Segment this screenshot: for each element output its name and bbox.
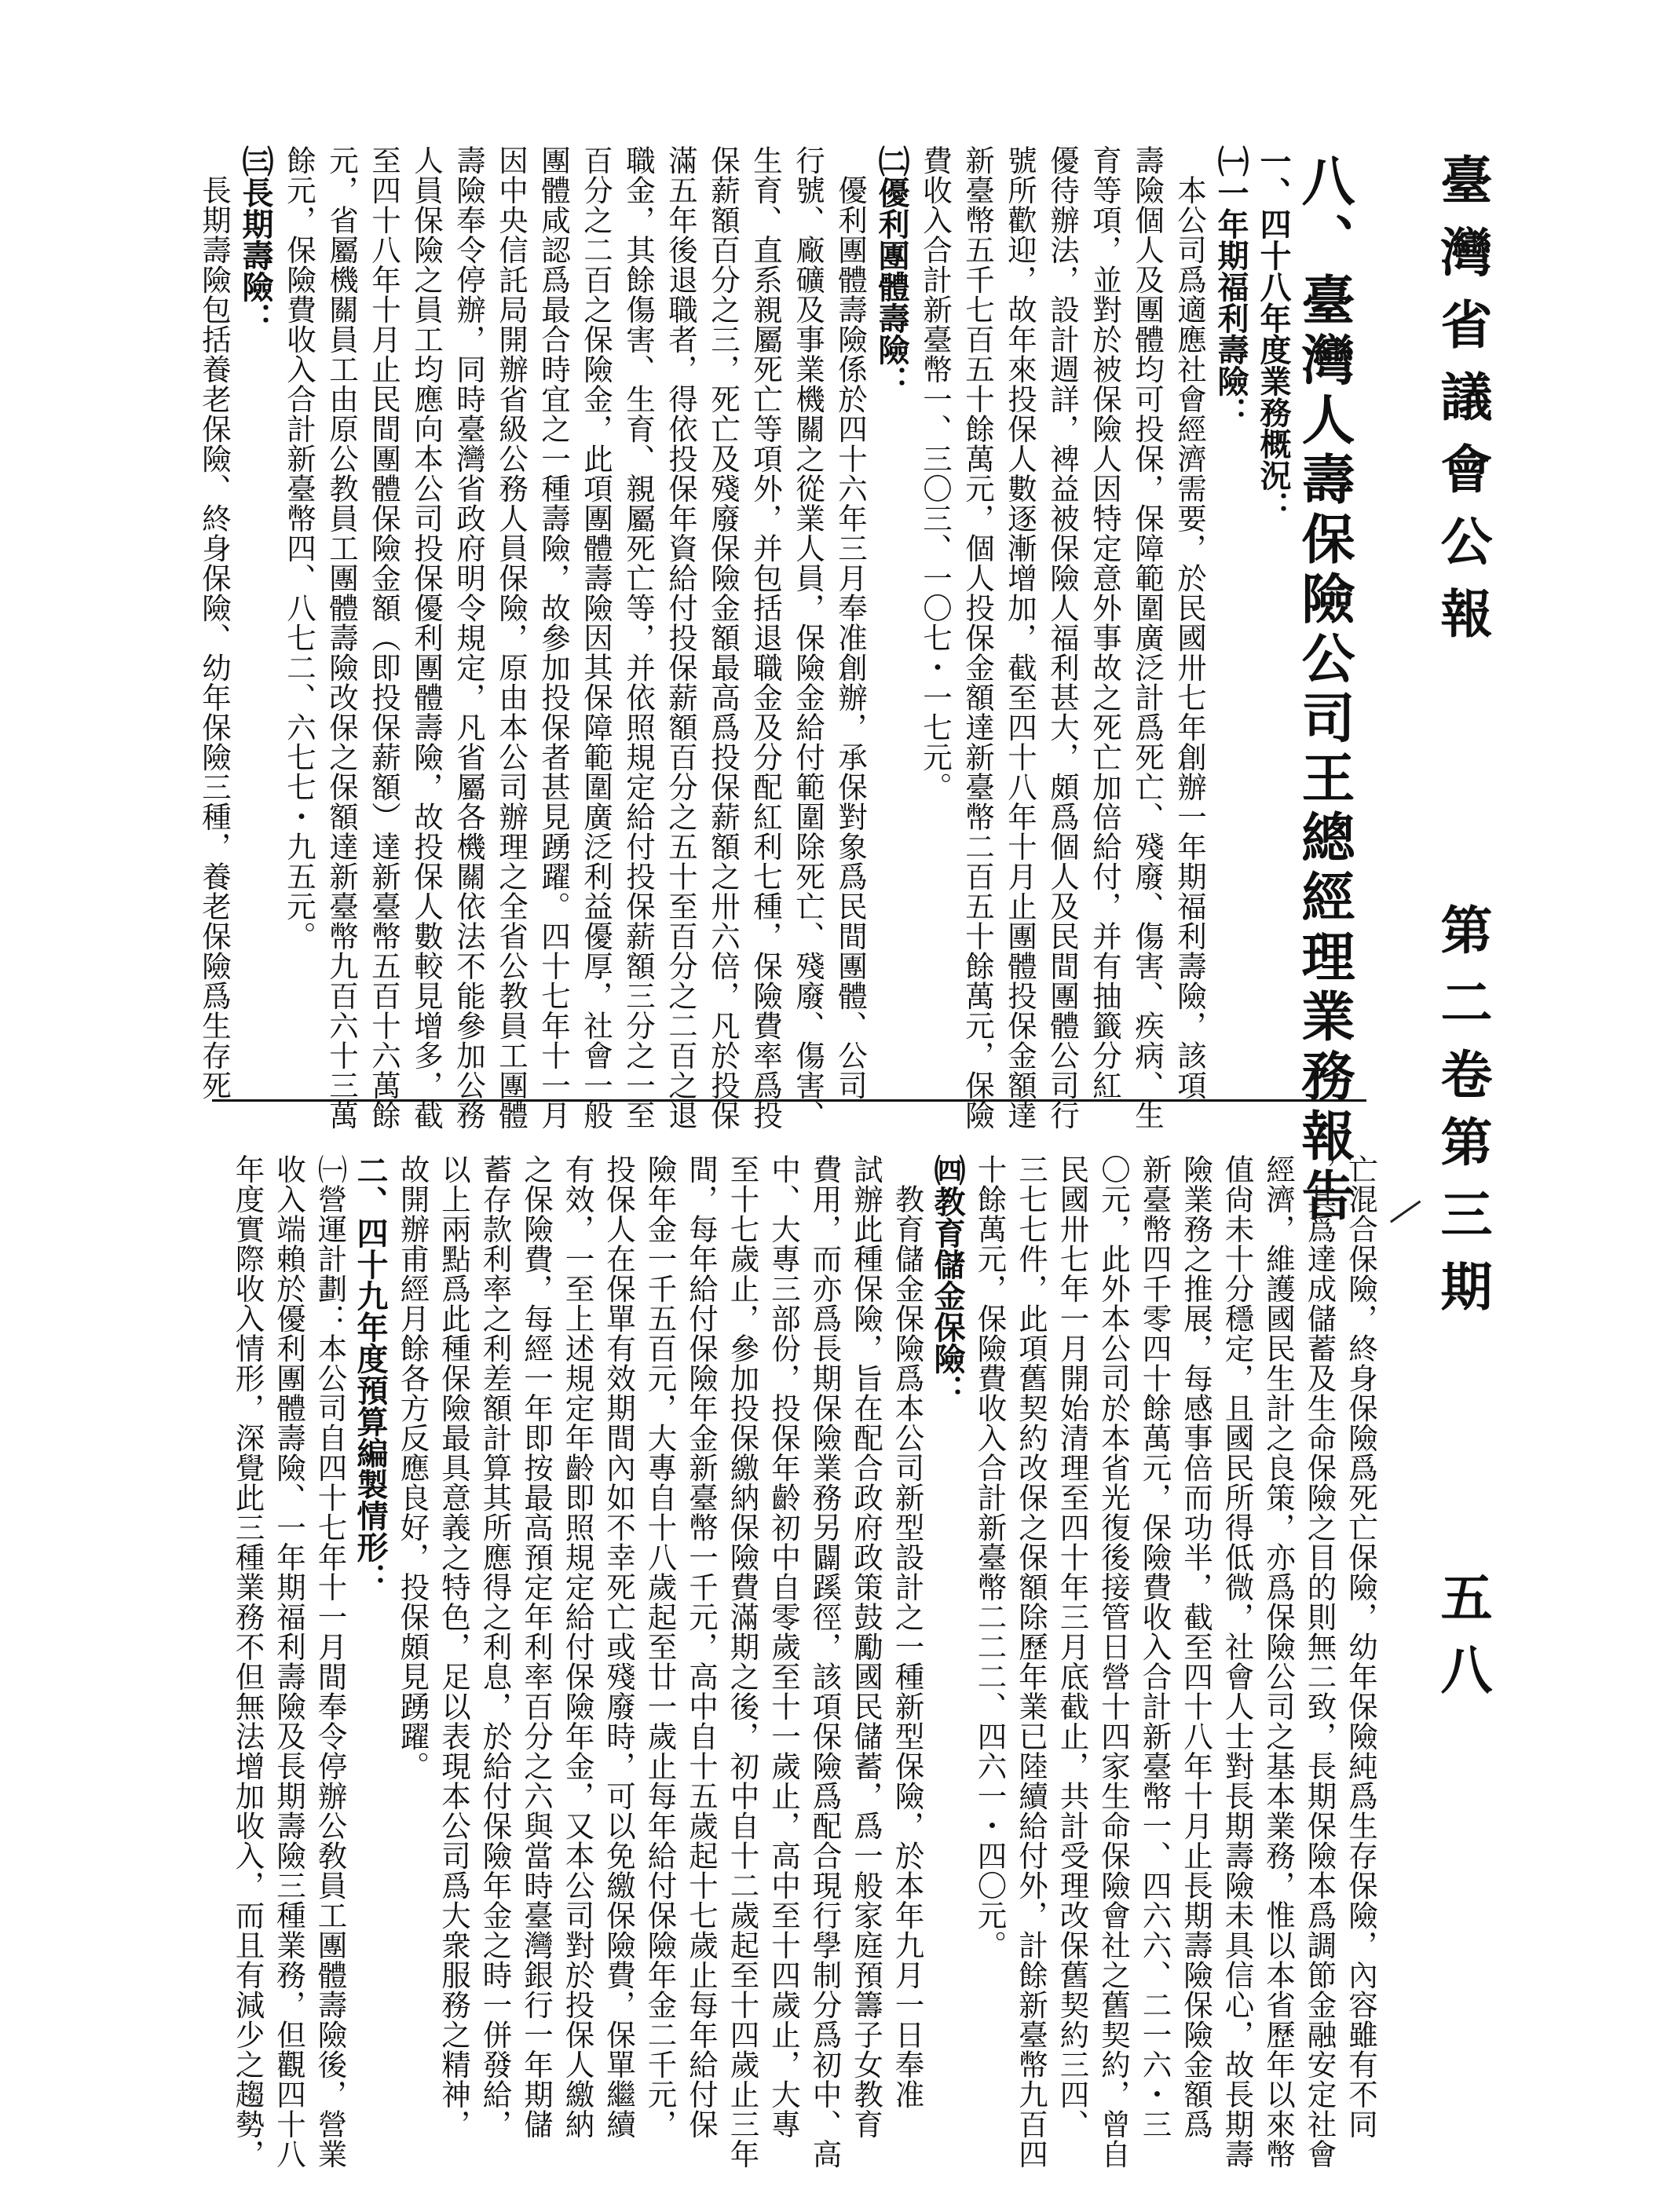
- text-column: 經濟，維護國民生計之良策，亦爲保險公司之基本業務，惟以本省歷年以來幣: [1261, 1154, 1296, 2169]
- text-column: 百分之二百之保險金，此項團體壽險因其保障範圍廣泛利益優厚，社會一般: [579, 145, 613, 1130]
- text-column: 育等項，並對於被保險人因特定意外事故之死亡加倍給付，并有抽籤分紅: [1088, 145, 1122, 1100]
- text-column: 生育、直系親屬死亡等項外，并包括退職金及分配紅利七種，保險費率爲投: [748, 145, 783, 1130]
- section-heading: ㈠一年期福利壽險：: [1213, 145, 1249, 428]
- text-column: 險年金一千五百元，大專自十八歲起至廿一歲止每年給付保險年金二千元，: [642, 1154, 678, 2139]
- page-number: 五八: [1432, 1570, 1493, 1715]
- text-column: 年度實際收入情形，深覺此三種業務不但無法增加收入，而且有減少之趨勢，: [230, 1154, 265, 2169]
- section-heading: 二、四十九年度預算編製情形：: [352, 1154, 389, 1594]
- text-column: 有效，一至上述規定年齡即照規定給付保險年金，又本公司對於投保人繳納: [560, 1154, 595, 2139]
- section-heading: ㈡優利團體壽險：: [873, 145, 910, 397]
- text-column: 號所歡迎，故年來投保人數逐漸增加，截至四十八年十月止團體投保金額達: [1003, 145, 1037, 1130]
- section-heading: ㈢長期壽險：: [237, 145, 274, 334]
- text-column: 之保險費，每經一年即按最高預定年利率百分之六與當時臺灣銀行一年期儲: [519, 1154, 554, 2139]
- text-column: ，其爲達成儲蓄及生命保險之目的則無二致，長期保險本爲調節金融安定社會: [1302, 1154, 1337, 2169]
- text-column: 試辦此種保險，旨在配合政府政策鼓勵國民儲蓄，爲一般家庭預籌子女教育: [849, 1154, 883, 2139]
- text-column: 新臺幣四千零四十餘萬元，保險費收入合計新臺幣一、四六六、二一六・三: [1137, 1154, 1172, 2139]
- text-column: ㈠營運計劃：本公司自四十七年十一月間奉令停辦公敎員工團體壽險後，營業: [313, 1154, 348, 2169]
- volume-label: 第二卷: [1432, 903, 1493, 1120]
- text-column: 費用，而亦爲長期保險業務另闢蹊徑，該項保險爲配合現行學制分爲初中、高: [807, 1154, 843, 2169]
- margin-mark: [1390, 1201, 1421, 1223]
- text-column: 長期壽險包括養老保險、終身保險、幼年保險三種，養老保險爲生存死: [197, 145, 232, 1100]
- text-column: 間，每年給付保險年金新臺幣一千元，高中自十五歲起十七歲止每年給付保: [684, 1154, 719, 2139]
- article-title: 八、臺灣人壽保險公司王總經理業務報告: [1293, 153, 1355, 1227]
- text-column: 人員保險之員工均應向本公司投保優利團體壽險，故投保人數較見增多，截: [409, 145, 444, 1130]
- text-column: 以上兩點爲此種保險最具意義之特色，足以表現本公司爲大衆服務之精神，: [437, 1154, 471, 2139]
- text-column: 壽險個人及團體均可投保，保障範圍廣泛計爲死亡、殘廢、傷害、疾病、生: [1130, 145, 1165, 1130]
- text-column: 民國卅七年一月開始清理至四十年三月底截止，共計受理改保舊契約三四、: [1055, 1154, 1090, 2139]
- text-column: 元，省屬機關員工由原公教員工團體壽險改保之保額達新臺幣九百六十三萬: [324, 145, 359, 1130]
- publication-title: 臺灣省議會公報: [1432, 153, 1493, 659]
- text-column: 保薪額百分之三，死亡及殘廢保險金額最高爲投保薪額之卅六倍，凡於投保: [706, 145, 741, 1130]
- text-column: 職金，其餘傷害、生育、親屬死亡等，并依照規定給付投保薪額三分之一至: [621, 145, 656, 1130]
- text-column: 亡混合保險，終身保險爲死亡保險，幼年保險純爲生存保險，內容雖有不同: [1344, 1154, 1378, 2139]
- text-column: 〇元，此外本公司於本省光復後接管日營十四家生命保險會社之舊契約，曾自: [1096, 1154, 1131, 2169]
- text-column: 本公司爲適應社會經濟需要，於民國卅七年創辦一年期福利壽險，該項: [1172, 145, 1207, 1100]
- text-column: 行號、廠礦及事業機關之從業人員，保險金給付範圍除死亡、殘廢、傷害、: [791, 145, 825, 1130]
- text-column: 壽險奉令停辦，同時臺灣省政府明令規定，凡省屬各機關依法不能參加公務: [452, 145, 486, 1130]
- text-column: 投保人在保單有效期間內如不幸死亡或殘廢時，可以免繳保險費，保單繼續: [602, 1154, 636, 2139]
- text-column: 值尙未十分穩定，且國民所得低微，社會人士對長期壽險未具信心，故長期壽: [1220, 1154, 1255, 2169]
- issue-label: 第三期: [1432, 1115, 1493, 1332]
- text-column: 費收入合計新臺幣一、三〇三、一〇七・一七元。: [918, 145, 953, 802]
- text-column: 收入端賴於優利團體壽險、一年期福利壽險及長期壽險三種業務，但觀四十八: [272, 1154, 306, 2169]
- text-column: 蓄存款利率之利差額計算其所應得之利息，於給付保險年金之時一併發給，: [477, 1154, 513, 2139]
- section-heading: 一、四十八年度業務概況：: [1255, 145, 1292, 522]
- text-column: 三七七件，此項舊契約改保之保額除歷年業已陸續給付外，計餘新臺幣九百四: [1014, 1154, 1048, 2169]
- text-column: 團體咸認爲最合時宜之一種壽險，故參加投保者甚見踴躍。四十七年十一月: [536, 145, 571, 1130]
- text-column: 滿五年後退職者，得依投保年資給付投保薪額百分之五十至百分之二百之退: [664, 145, 698, 1130]
- text-column: 至四十八年十月止民間團體保險金額（即投保薪額）達新臺幣五百十六萬餘: [367, 145, 401, 1130]
- text-column: 險業務之推展，每感事倍而功半，截至四十八年十月止長期壽險保險金額爲: [1179, 1154, 1213, 2139]
- text-column: 至十七歲止，參加投保繳納保險費滿期之後，初中自十二歲起至十四歲止三年: [725, 1154, 760, 2169]
- section-heading: ㈣教育儲金保險：: [929, 1154, 966, 1406]
- text-column: 故開辦甫經月餘各方反應良好，投保頗見踴躍。: [395, 1154, 430, 1781]
- text-column: 優利團體壽險係於四十六年三月奉准創辦，承保對象爲民間團體、公司: [833, 145, 868, 1100]
- text-column: 教育儲金保險爲本公司新型設計之一種新型保險，於本年九月一日奉准: [890, 1154, 925, 2109]
- text-column: 十餘萬元，保險費收入合計新臺幣二二二、四六一・四〇元。: [972, 1154, 1008, 1960]
- text-column: 新臺幣五千七百五十餘萬元，個人投保金額達新臺幣二百五十餘萬元，保險: [960, 145, 995, 1130]
- text-column: 中、大專三部份，投保年齡初中自零歲至十一歲止，高中至十四歲止，大專: [766, 1154, 801, 2139]
- text-column: 餘元，保險費收入合計新臺幣四、八七二、六七七・九五元。: [282, 145, 316, 951]
- text-column: 優待辦法，設計週詳，裨益被保險人福利甚大，頗爲個人及民間團體公司行: [1045, 145, 1080, 1130]
- text-column: 因中央信託局開辦省級公務人員保險，原由本公司辦理之全省公教員工團體: [494, 145, 529, 1130]
